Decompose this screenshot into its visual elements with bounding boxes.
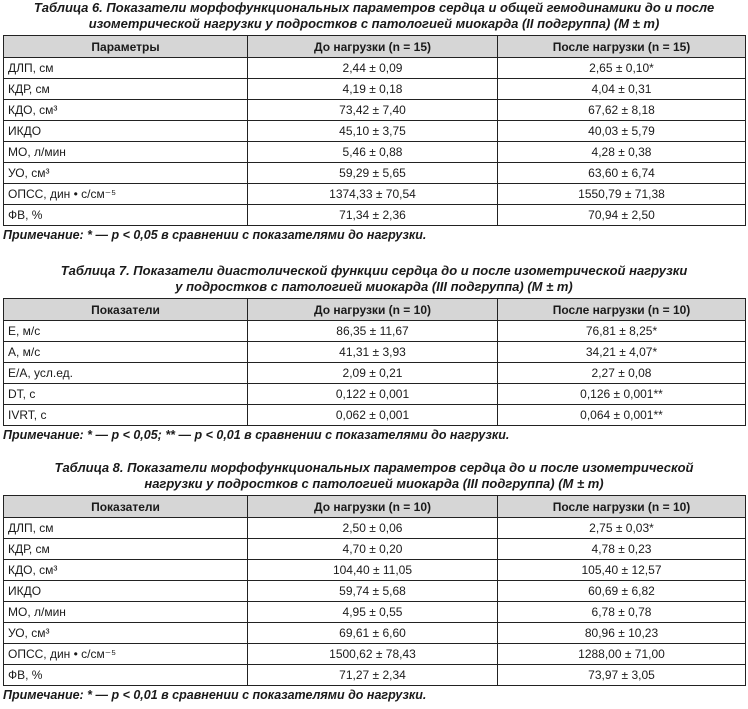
after-value-cell: 4,04 ± 0,31 (498, 79, 746, 100)
table6-caption (3, 0, 745, 32)
before-value-cell: 59,29 ± 5,65 (248, 163, 498, 184)
table8 (3, 495, 746, 686)
param-cell: КДО, см³ (4, 560, 248, 581)
table6 (3, 35, 746, 226)
table-row (4, 623, 746, 644)
after-value-cell: 76,81 ± 8,25* (498, 321, 746, 342)
table8-caption-line1: Таблица 8. Показатели морфофункциональных параметров сердца до и после изометрической (54, 460, 694, 475)
param-cell: IVRT, с (4, 405, 248, 426)
table7-caption-line2: у подростков с патологией миокарда (III подгруппа) (M ± m) (175, 279, 573, 294)
param-cell: МО, л/мин (4, 142, 248, 163)
param-cell: DT, с (4, 384, 248, 405)
table7-section (3, 263, 745, 443)
table-row (4, 79, 746, 100)
after-value-cell: 1288,00 ± 71,00 (498, 644, 746, 665)
table7-note: Примечание: * — p < 0,05; ** — p < 0,01 в сравнении с показателями до нагрузки. (3, 428, 510, 442)
table-row (4, 665, 746, 686)
after-value-cell: 67,62 ± 8,18 (498, 100, 746, 121)
table8-header-row (4, 496, 746, 518)
table6-header-param: Параметры (4, 36, 248, 58)
after-value-cell: 0,126 ± 0,001** (498, 384, 746, 405)
table7-header-after: После нагрузки (n = 10) (498, 299, 746, 321)
after-value-cell: 2,27 ± 0,08 (498, 363, 746, 384)
before-value-cell: 1374,33 ± 70,54 (248, 184, 498, 205)
before-value-cell: 104,40 ± 11,05 (248, 560, 498, 581)
table6-header-before: До нагрузки (n = 15) (248, 36, 498, 58)
before-value-cell: 1500,62 ± 78,43 (248, 644, 498, 665)
after-value-cell: 1550,79 ± 71,38 (498, 184, 746, 205)
table7-header-before: До нагрузки (n = 10) (248, 299, 498, 321)
table-row (4, 163, 746, 184)
param-cell: ОПСС, дин • с/см⁻⁵ (4, 644, 248, 665)
param-cell: УО, см³ (4, 163, 248, 184)
table7-caption (3, 263, 745, 295)
param-cell: КДР, см (4, 539, 248, 560)
after-value-cell: 40,03 ± 5,79 (498, 121, 746, 142)
after-value-cell: 60,69 ± 6,82 (498, 581, 746, 602)
before-value-cell: 59,74 ± 5,68 (248, 581, 498, 602)
after-value-cell: 63,60 ± 6,74 (498, 163, 746, 184)
table8-header-before: До нагрузки (n = 10) (248, 496, 498, 518)
before-value-cell: 4,95 ± 0,55 (248, 602, 498, 623)
table-row (4, 321, 746, 342)
before-value-cell: 4,19 ± 0,18 (248, 79, 498, 100)
table-row (4, 58, 746, 79)
table6-caption-line2: изометрической нагрузки у подростков с патологией миокарда (II подгруппа) (M ± m) (88, 16, 660, 31)
after-value-cell: 2,65 ± 0,10* (498, 58, 746, 79)
table6-header-after: После нагрузки (n = 15) (498, 36, 746, 58)
before-value-cell: 69,61 ± 6,60 (248, 623, 498, 644)
before-value-cell: 5,46 ± 0,88 (248, 142, 498, 163)
after-value-cell: 0,064 ± 0,001** (498, 405, 746, 426)
before-value-cell: 71,27 ± 2,34 (248, 665, 498, 686)
before-value-cell: 71,34 ± 2,36 (248, 205, 498, 226)
param-cell: A, м/с (4, 342, 248, 363)
before-value-cell: 4,70 ± 0,20 (248, 539, 498, 560)
table6-header-row (4, 36, 746, 58)
table8-header-after: После нагрузки (n = 10) (498, 496, 746, 518)
param-cell: КДР, см (4, 79, 248, 100)
table-row (4, 205, 746, 226)
table6-section (3, 0, 745, 243)
param-cell: ФВ, % (4, 665, 248, 686)
after-value-cell: 105,40 ± 12,57 (498, 560, 746, 581)
param-cell: КДО, см³ (4, 100, 248, 121)
before-value-cell: 0,062 ± 0,001 (248, 405, 498, 426)
table-row (4, 644, 746, 665)
table-row (4, 184, 746, 205)
table7-caption-line1: Таблица 7. Показатели диастолической функции сердца до и после изометрической нагрузки (60, 263, 688, 278)
before-value-cell: 2,50 ± 0,06 (248, 518, 498, 539)
param-cell: ФВ, % (4, 205, 248, 226)
table-row (4, 142, 746, 163)
table6-note: Примечание: * — p < 0,05 в сравнении с показателями до нагрузки. (3, 228, 427, 242)
after-value-cell: 4,78 ± 0,23 (498, 539, 746, 560)
table8-caption-line2: нагрузки у подростков с патологией миокарда (III подгруппа) (M ± m) (144, 476, 604, 491)
after-value-cell: 6,78 ± 0,78 (498, 602, 746, 623)
param-cell: ИКДО (4, 121, 248, 142)
table-row (4, 518, 746, 539)
table-row (4, 405, 746, 426)
param-cell: УО, см³ (4, 623, 248, 644)
table-row (4, 602, 746, 623)
before-value-cell: 41,31 ± 3,93 (248, 342, 498, 363)
table-row (4, 581, 746, 602)
table-row (4, 100, 746, 121)
table-row (4, 342, 746, 363)
table8-section (3, 460, 745, 703)
before-value-cell: 2,44 ± 0,09 (248, 58, 498, 79)
after-value-cell: 34,21 ± 4,07* (498, 342, 746, 363)
param-cell: E, м/с (4, 321, 248, 342)
table8-caption (3, 460, 745, 492)
table7 (3, 298, 746, 426)
table-row (4, 384, 746, 405)
param-cell: МО, л/мин (4, 602, 248, 623)
table7-header-param: Показатели (4, 299, 248, 321)
param-cell: ДЛП, см (4, 518, 248, 539)
before-value-cell: 86,35 ± 11,67 (248, 321, 498, 342)
param-cell: ИКДО (4, 581, 248, 602)
param-cell: E/A, усл.ед. (4, 363, 248, 384)
param-cell: ОПСС, дин • с/см⁻⁵ (4, 184, 248, 205)
after-value-cell: 80,96 ± 10,23 (498, 623, 746, 644)
table6-caption-line1: Таблица 6. Показатели морфофункциональных параметров сердца и общей гемодинамики до и после (33, 0, 715, 15)
before-value-cell: 73,42 ± 7,40 (248, 100, 498, 121)
after-value-cell: 73,97 ± 3,05 (498, 665, 746, 686)
table7-header-row (4, 299, 746, 321)
after-value-cell: 4,28 ± 0,38 (498, 142, 746, 163)
table-row (4, 363, 746, 384)
table-row (4, 121, 746, 142)
before-value-cell: 2,09 ± 0,21 (248, 363, 498, 384)
before-value-cell: 0,122 ± 0,001 (248, 384, 498, 405)
after-value-cell: 70,94 ± 2,50 (498, 205, 746, 226)
table-row (4, 539, 746, 560)
param-cell: ДЛП, см (4, 58, 248, 79)
table8-note: Примечание: * — p < 0,01 в сравнении с показателями до нагрузки. (3, 688, 427, 702)
after-value-cell: 2,75 ± 0,03* (498, 518, 746, 539)
table8-header-param: Показатели (4, 496, 248, 518)
before-value-cell: 45,10 ± 3,75 (248, 121, 498, 142)
table-row (4, 560, 746, 581)
